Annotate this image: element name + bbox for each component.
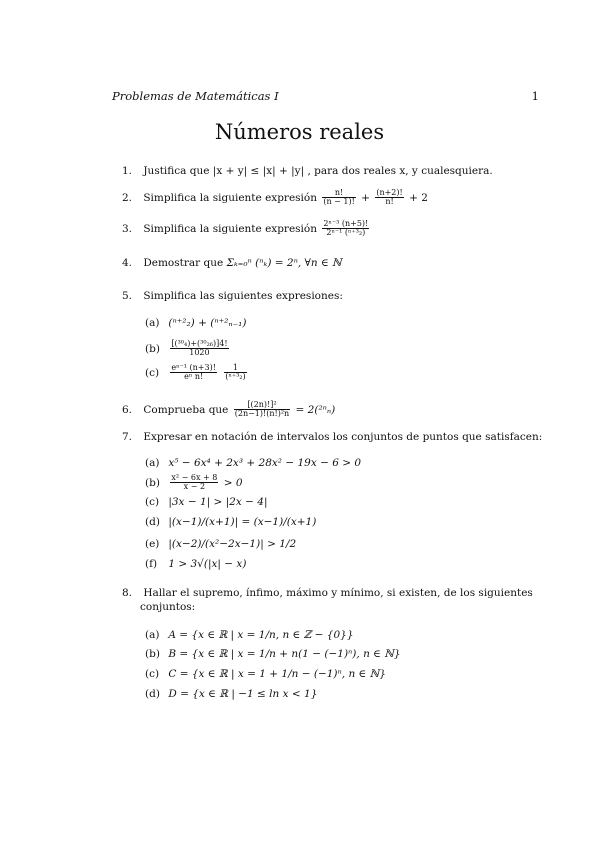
numerator: n! bbox=[322, 189, 356, 198]
subproblem-label: (c) bbox=[145, 496, 160, 508]
denominator: eⁿ n! bbox=[184, 372, 204, 382]
expression-tail: = 2(²ⁿₙ) bbox=[295, 403, 336, 416]
problem-1 bbox=[122, 165, 493, 177]
subproblem bbox=[145, 474, 243, 492]
subproblem bbox=[145, 648, 401, 660]
math-expression: D = {x ∈ ℝ | −1 ≤ ln x < 1} bbox=[168, 688, 318, 700]
page-number: 1 bbox=[531, 89, 539, 103]
problem-3 bbox=[122, 220, 371, 238]
problem-text-continued: conjuntos: bbox=[140, 601, 196, 613]
problem-text: Demostrar que bbox=[143, 257, 224, 269]
problem-number: 7. bbox=[122, 431, 133, 443]
subproblem bbox=[145, 457, 361, 469]
problem-number: 1. bbox=[122, 165, 133, 177]
problem-number: 5. bbox=[122, 290, 133, 302]
problem-text: Simplifica la siguiente expresión bbox=[143, 191, 317, 204]
numerator: 2ⁿ⁻³ (n+5)! bbox=[323, 219, 369, 228]
subproblem bbox=[145, 629, 354, 641]
denominator: x − 2 bbox=[183, 482, 206, 492]
subproblem-label: (b) bbox=[145, 476, 160, 489]
problem-text: Comprueba que bbox=[143, 403, 229, 416]
subproblem-label: (a) bbox=[145, 317, 160, 329]
math-expression: (ⁿ⁺²₂) + (ⁿ⁺²ₙ₋₁) bbox=[168, 317, 247, 329]
page-header bbox=[112, 89, 539, 103]
subproblem-label: (e) bbox=[145, 538, 160, 550]
subproblem bbox=[145, 668, 386, 680]
fraction bbox=[224, 364, 246, 382]
fraction bbox=[375, 189, 403, 207]
subproblem-label: (f) bbox=[145, 558, 158, 570]
fraction bbox=[170, 340, 228, 358]
math-expression: x⁵ − 6x⁴ + 2x³ + 28x² − 19x − 6 > 0 bbox=[168, 457, 362, 469]
denominator: (2n−1)!(n!)²n bbox=[234, 409, 290, 419]
subproblem-label: (c) bbox=[145, 668, 160, 680]
numerator: [(2n)!]² bbox=[234, 401, 290, 410]
math-expression: |3x − 1| > |2x − 4| bbox=[168, 496, 268, 508]
numerator: (n+2)! bbox=[376, 188, 403, 197]
subproblem bbox=[145, 340, 231, 358]
subproblem-label: (c) bbox=[145, 366, 160, 379]
problem-text: Simplifica las siguientes expresiones: bbox=[143, 290, 343, 302]
problem-number: 3. bbox=[122, 222, 133, 235]
problem-text: Expresar en notación de intervalos los conjuntos de puntos que satisfacen: bbox=[143, 431, 543, 443]
problem-number: 2. bbox=[122, 191, 133, 204]
math-expression: B = {x ∈ ℝ | x = 1/n + n(1 − (−1)ⁿ), n ∈ ℕ} bbox=[168, 648, 401, 660]
subproblem-label: (b) bbox=[145, 648, 160, 660]
denominator: 2ⁿ⁻¹ (ⁿ⁺³₂) bbox=[326, 228, 366, 238]
subproblem bbox=[145, 317, 246, 329]
header-title: Problemas de Matemáticas I bbox=[112, 89, 279, 103]
subproblem bbox=[145, 496, 267, 508]
subproblem bbox=[145, 538, 296, 550]
problem-text: Hallar el supremo, ínfimo, máximo y mínimo, si existen, de los siguientes bbox=[143, 587, 533, 599]
fraction bbox=[170, 364, 217, 382]
problem-2 bbox=[122, 189, 428, 207]
expression-tail: + 2 bbox=[409, 191, 428, 204]
subproblem-label: (d) bbox=[145, 688, 160, 700]
problem-7 bbox=[122, 431, 542, 443]
fraction bbox=[322, 189, 356, 207]
fraction bbox=[170, 474, 218, 492]
math-expression: |(x−1)/(x+1)| = (x−1)/(x+1) bbox=[168, 516, 317, 528]
denominator: (n − 1)! bbox=[323, 197, 355, 207]
subproblem-label: (d) bbox=[145, 516, 160, 528]
problem-6 bbox=[122, 401, 335, 419]
math-expression: C = {x ∈ ℝ | x = 1 + 1/n − (−1)ⁿ, n ∈ ℕ} bbox=[168, 668, 386, 680]
problem-4 bbox=[122, 257, 342, 269]
problem-number: 6. bbox=[122, 403, 133, 416]
fraction bbox=[322, 220, 369, 238]
subproblem-label: (a) bbox=[145, 629, 160, 641]
section-title: Números reales bbox=[214, 120, 385, 144]
problem-number: 8. bbox=[122, 587, 133, 599]
problem-8 bbox=[122, 587, 533, 599]
subproblem-label: (a) bbox=[145, 457, 160, 469]
subproblem bbox=[145, 558, 246, 570]
denominator: (ⁿ⁺³₂) bbox=[225, 372, 246, 382]
math-expression: A = {x ∈ ℝ | x = 1/n, n ∈ ℤ − {0}} bbox=[168, 629, 354, 641]
expression-tail: > 0 bbox=[223, 476, 243, 489]
subproblem-label: (b) bbox=[145, 342, 160, 355]
problem-text: Justifica que |x + y| ≤ |x| + |y| , para dos reales x, y cualesquiera. bbox=[143, 165, 493, 177]
denominator: n! bbox=[385, 197, 394, 207]
problem-text: Simplifica la siguiente expresión bbox=[143, 222, 317, 235]
subproblem bbox=[145, 364, 249, 382]
problem-5 bbox=[122, 290, 343, 302]
problem-number: 4. bbox=[122, 257, 133, 269]
numerator: eⁿ⁻¹ (n+3)! bbox=[171, 363, 216, 372]
subproblem bbox=[145, 688, 317, 700]
plus-sign: + bbox=[361, 191, 370, 204]
numerator: [(³⁰₄)+(³⁰₂₆)]4! bbox=[171, 339, 228, 348]
denominator: 1020 bbox=[189, 348, 210, 358]
numerator: 1 bbox=[224, 364, 246, 373]
numerator: x² − 6x + 8 bbox=[171, 473, 218, 482]
subproblem bbox=[145, 516, 316, 528]
math-expression: 1 > 3√(|x| − x) bbox=[168, 558, 247, 570]
math-expression: |(x−2)/(x²−2x−1)| > 1/2 bbox=[168, 538, 297, 550]
math-expression: Σₖ₌₀ⁿ (ⁿₖ) = 2ⁿ, ∀n ∈ ℕ bbox=[226, 257, 342, 269]
fraction bbox=[234, 401, 290, 419]
